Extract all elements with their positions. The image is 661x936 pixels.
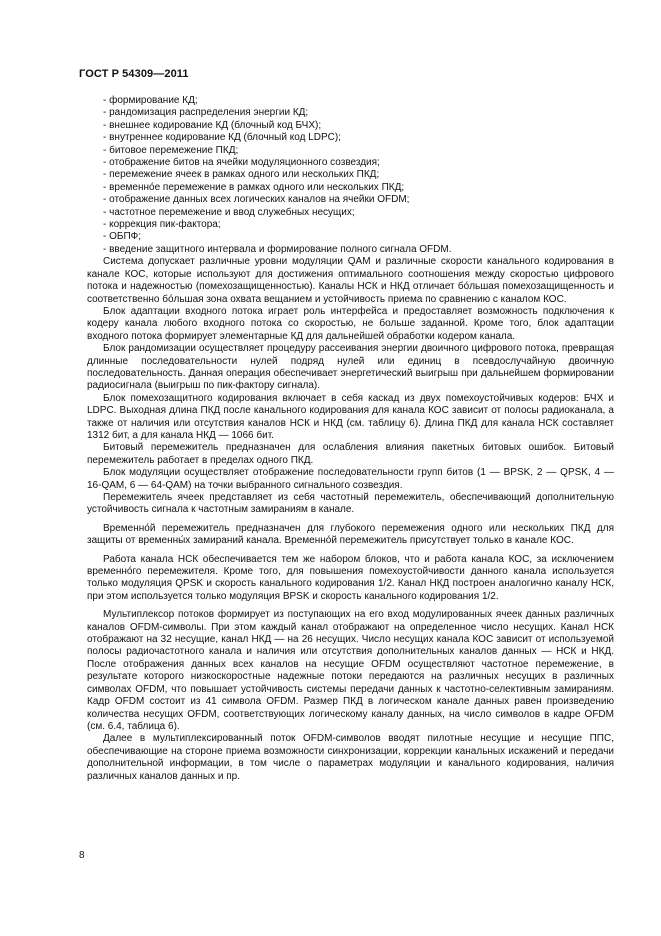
list-item: - отображение данных всех логических каналов на ячейки OFDM;: [103, 194, 410, 206]
list-item: - перемежение ячеек в рамках одного или нескольких ПКД;: [103, 169, 380, 181]
list-item: - рандомизация распределения энергии КД;: [103, 107, 309, 119]
paragraph-pilot-carriers: Далее в мультиплексированный поток OFDM-символов вводят пилотные несущие и несущие ППС, обеспечивающие на стороне приема возможности синхронизации, коррекции канальных искажений и передачи дополнительной информации, в том числе о параметрах модуляции и канального кодирования, наличия различных каналов данных и пр.: [87, 733, 614, 782]
page-number: 8: [79, 850, 85, 861]
paragraph-time-interleaver: Временно́й перемежитель предназначен для глубокого перемежения одного или нескольких ПКД для защиты от временны́х замираний канала. Временно́й перемежитель присутствует только в канале КОС.: [87, 522, 614, 547]
list-item: - частотное перемежение и ввод служебных несущих;: [103, 206, 355, 218]
paragraph-nsk-channel: Работа канала НСК обеспечивается тем же набором блоков, что и работа канала КОС, за исключением временно́го перемежителя. Кроме того, для повышения помехоустойчивости данного канала используется только модуляция QPSK и скорость канального кодирования 1/2. Канал НКД построен аналогично каналу НСК, при этом используется только модуляция BPSK и скорость канального кодирования 1/2.: [87, 553, 614, 602]
list-item: - введение защитного интервала и формирование полного сигнала OFDM.: [103, 243, 452, 255]
paragraph-cell-interleaver: Перемежитель ячеек представляет из себя частотный перемежитель, обеспечивающий дополнительную устойчивость сигнала к частотным замираниям в канале.: [87, 492, 614, 516]
list-item: - битовое перемежение ПКД;: [103, 144, 239, 156]
paragraph-stream-multiplexer: Мультиплексор потоков формирует из поступающих на его вход модулированных ячеек данных различных каналов OFDM-символы. При этом каждый канал отображают на определенное число несущих. Канал НСК отображают на 32 несущие, канал НКД — на 26 несущих. Число несущих канала КОС зависит от используемой полосы радиочастотного канала и наличия или отсутствия дополнительных каналов данных — НСК и НКД. После отображения данных всех каналов на несущие OFDM осуществляют частотное перемежение, в результате которого низкоскоростные надежные потоки передаются на различных несущих в различных символах OFDM, что повышает устойчивость системы передачи данных к частотно-селективным замираниям. Кадр OFDM состоит из 41 символа OFDM. Размер ПКД в логическом канале данных равен произведению количества несущих OFDM, соответствующих логическому каналу данных, на число символов в кадре OFDM (см. 6.4, таблица 6).: [87, 609, 614, 732]
paragraph-modulation-levels: Система допускает различные уровни модуляции QAM и различные скорости канального кодирования в канале КОС, которые используют для достижения оптимального соотношения между скоростью цифрового потока и надежностью (помехозащищенностью). Каналы НСК и НКД отличает бо́льшая помехозащищенность и соответственно бо́льшая зона охвата вещанием и устойчивость приема по сравнению с каналом КОС.: [87, 256, 614, 305]
paragraph-input-adaptation: Блок адаптации входного потока играет роль интерфейса и предоставляет возможность подключения к кодеру канала любого входного потока со скоростью, не больше заданной. Кроме того, блок адаптации входного потока формирует элементарные КД для дальнейшей обработки кодером канала.: [87, 305, 614, 342]
list-item: - формирование КД;: [103, 95, 198, 106]
list-item: - ОБПФ;: [103, 231, 142, 243]
list-item: - временно́е перемежение в рамках одного или нескольких ПКД;: [103, 181, 405, 193]
list-item: - коррекция пик-фактора;: [103, 219, 221, 231]
document-body: [87, 95, 614, 783]
processing-steps-list: [103, 95, 614, 256]
list-item: - внутреннее кодирование КД (блочный код LDPC);: [103, 132, 341, 144]
document-header: ГОСТ Р 54309—2011: [79, 68, 189, 80]
list-item: - отображение битов на ячейки модуляционного созвездия;: [103, 157, 380, 169]
list-item: - внешнее кодирование КД (блочный код БЧХ);: [103, 119, 322, 131]
paragraph-modulation-block: Блок модуляции осуществляет отображение последовательности групп битов (1 — BPSK, 2 — QPSK, 4 — 16-QAM, 6 — 64-QAM) на точки выбранного сигнального созвездия.: [87, 467, 614, 491]
paragraph-randomization: Блок рандомизации осуществляет процедуру рассеивания энергии двоичного цифрового потока, превращая длинные последовательности нулей подряд нулей или единиц в псевдослучайную двоичную последовательность. Данная операция обеспечивает энергетический выигрыш при дальнейшем формировании радиосигнала (выигрыш по пик-фактору сигнала).: [87, 343, 614, 392]
paragraph-bit-interleaver: Битовый перемежитель предназначен для ослабления влияния пакетных битовых ошибок. Битовый перемежитель работает в пределах одного ПКД.: [87, 442, 614, 466]
paragraph-fec-coding: Блок помехозащитного кодирования включает в себя каскад из двух помехоустойчивых кодеров: БЧХ и LDPC. Выходная длина ПКД после канального кодирования для канала КОС зависит от полосы радиоканала, а также от наличия или отсутствия каналов НСК и НКД (см. таблицу 6). Длина ПКД для канала НСК составляет 1312 бит, а для канала НКД — 1066 бит.: [87, 392, 614, 441]
